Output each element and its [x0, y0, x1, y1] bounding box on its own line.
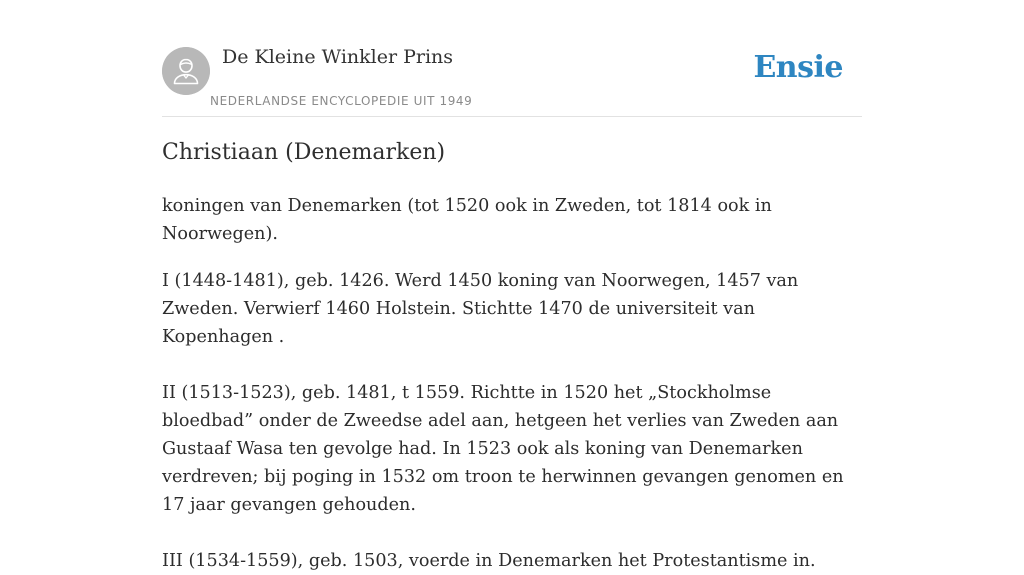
ensie-logo-link[interactable]: Ensie	[753, 50, 843, 85]
source-title-link[interactable]: De Kleine Winkler Prins	[222, 46, 454, 68]
article-paragraph-christiaan-ii: II (1513-1523), geb. 1481, t 1559. Richtte in 1520 het „Stockholmse bloedbad” onder de Zweedse adel aan, hetgeen het verlies van Zweden aan Gustaaf Wasa ten gevolge had. In 1523 ook als koning van Denemarken verdreven; bij poging in 1532 om troon te herwinnen gevangen genomen en 17 jaar gevangen gehouden.	[162, 383, 844, 515]
user-avatar-icon[interactable]	[162, 47, 210, 95]
source-subtitle: NEDERLANDSE ENCYCLOPEDIE UIT 1949	[210, 94, 473, 108]
article-body	[162, 192, 862, 575]
article-paragraph-christiaan-i: I (1448-1481), geb. 1426. Werd 1450 koning van Noorwegen, 1457 van Zweden. Verwierf 1460 Holstein. Stichtte 1470 de universiteit van Kopenhagen .	[162, 271, 799, 347]
article-title: Christiaan (Denemarken)	[162, 140, 446, 165]
article-paragraph-christiaan-iii: III (1534-1559), geb. 1503, voerde in Denemarken het Protestantisme in.	[162, 551, 816, 571]
page	[162, 0, 862, 571]
article-paragraph-intro: koningen van Denemarken (tot 1520 ook in Zweden, tot 1814 ook in Noorwegen).	[162, 196, 772, 244]
source-header	[162, 0, 862, 117]
